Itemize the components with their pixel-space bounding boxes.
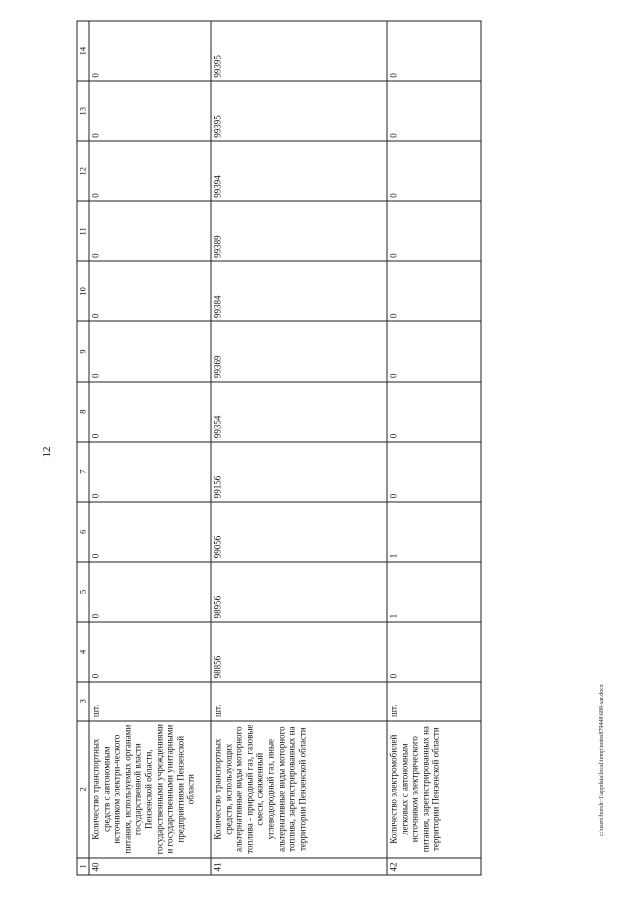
indicator-name: Количество электромобилей легковых с автономным источником электрического питания, зарегистрированных на территории Пензенской области [387,720,481,857]
value-cell: 0 [89,441,211,501]
indicator-name: Количество транспортных средств с автономным источником электри-ческого питания, используемых органами государственной власти Пензенской области, государственными учреждениями и государственными унитарными предприятиями Пензенской области [89,720,211,857]
value-cell: 98956 [211,561,387,621]
indicator-name: Количество транспортных средств, использующих альтернативные виды моторного топлива - природный газ, газовые смеси, сжиженный углеводородный газ, иные альтернативные виды моторного топлива, зарегистрированных на территории Пензенской области [211,720,387,857]
value-cell: 99156 [211,441,387,501]
value-cell: 99384 [211,261,387,321]
table-row [387,21,481,875]
unit-cell: шт. [387,681,481,720]
header-cell: 4 [77,621,89,681]
header-cell: 1 [77,857,89,874]
value-cell: 99395 [211,81,387,141]
unit-cell: шт. [211,681,387,720]
value-cell: 0 [89,261,211,321]
value-cell: 1 [387,501,481,561]
value-cell: 0 [387,21,481,81]
row-number: 41 [211,857,387,874]
value-cell: 98856 [211,621,387,681]
value-cell: 0 [387,321,481,381]
header-cell: 8 [77,381,89,441]
header-cell: 14 [77,21,89,81]
value-cell: 99395 [211,21,387,81]
header-cell: 12 [77,141,89,201]
indicators-table [76,20,481,875]
unit-cell: шт. [89,681,211,720]
value-cell: 0 [89,561,211,621]
value-cell: 0 [89,141,211,201]
value-cell: 0 [387,621,481,681]
rotated-table-container [76,20,480,875]
header-cell: 11 [77,201,89,261]
header-cell: 2 [77,720,89,857]
page-number: 12 [41,446,53,458]
value-cell: 0 [89,21,211,81]
value-cell: 0 [387,81,481,141]
header-cell: 3 [77,681,89,720]
header-cell: 7 [77,441,89,501]
value-cell: 99056 [211,501,387,561]
row-number: 42 [387,857,481,874]
value-cell: 0 [387,381,481,441]
header-row [77,21,89,875]
value-cell: 99389 [211,201,387,261]
value-cell: 0 [89,81,211,141]
value-cell: 0 [89,321,211,381]
value-cell: 0 [387,141,481,201]
value-cell: 0 [89,201,211,261]
value-cell: 1 [387,561,481,621]
value-cell: 0 [89,381,211,441]
table-row [211,21,387,875]
header-cell: 6 [77,501,89,561]
header-cell: 10 [77,261,89,321]
value-cell: 99354 [211,381,387,441]
value-cell: 0 [89,621,211,681]
value-cell: 99369 [211,321,387,381]
value-cell: 0 [387,261,481,321]
file-path-footer: c:\users\borsh~1\appdata\local\temp\notes879448\688-sar.docx [599,684,605,836]
header-cell: 5 [77,561,89,621]
header-cell: 9 [77,321,89,381]
table-row [89,21,211,875]
row-number: 40 [89,857,211,874]
value-cell: 99394 [211,141,387,201]
header-cell: 13 [77,81,89,141]
value-cell: 0 [89,501,211,561]
value-cell: 0 [387,201,481,261]
value-cell: 0 [387,441,481,501]
